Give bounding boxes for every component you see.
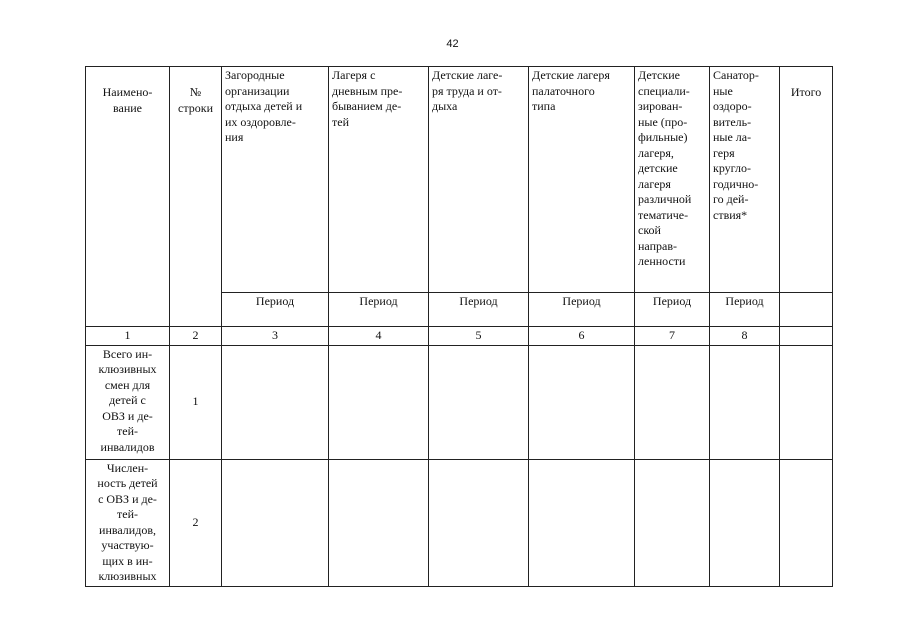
page-number: 42	[446, 38, 459, 50]
data-cell[interactable]	[222, 459, 329, 586]
column-number: 6	[529, 327, 635, 346]
report-table	[85, 66, 833, 587]
column-number	[780, 327, 833, 346]
column-number: 4	[329, 327, 429, 346]
column-number: 3	[222, 327, 329, 346]
column-number: 8	[710, 327, 780, 346]
column-number: 2	[170, 327, 222, 346]
row-name: Всего ин- клюзивных смен для детей с ОВЗ и де- тей- инвалидов	[98, 346, 157, 454]
period-cell: Период	[710, 293, 780, 327]
column-number: 7	[635, 327, 710, 346]
data-cell[interactable]	[429, 459, 529, 586]
data-cell[interactable]	[429, 345, 529, 459]
header-country-camps: Загородные организации отдыха детей и их оздоровле- ния	[222, 67, 329, 293]
table-row	[86, 459, 833, 586]
table-header-row	[86, 67, 833, 293]
period-total-cell	[780, 293, 833, 327]
header-tent-camps: Детские лагеря палаточного типа	[529, 67, 635, 293]
row-name-cell	[86, 459, 170, 586]
column-number-row	[86, 327, 833, 346]
header-line-no-cell	[170, 67, 222, 327]
header-total: Итого	[780, 67, 833, 293]
data-cell[interactable]	[780, 345, 833, 459]
data-cell[interactable]	[710, 345, 780, 459]
row-line-no: 2	[170, 459, 222, 586]
data-cell[interactable]	[329, 459, 429, 586]
data-cell[interactable]	[329, 345, 429, 459]
header-name-cell	[86, 67, 170, 327]
column-number: 1	[86, 327, 170, 346]
row-name-cell	[86, 345, 170, 459]
period-cell: Период	[635, 293, 710, 327]
data-cell[interactable]	[635, 459, 710, 586]
column-number: 5	[429, 327, 529, 346]
row-name: Числен- ность детей с ОВЗ и де- тей- инвалидов, участвую- щих в ин- клюзивных	[97, 460, 158, 583]
header-day-camps: Лагеря с дневным пре- быванием де- тей	[329, 67, 429, 293]
header-specialized-camps: Детские специали- зирован- ные (про- фильные) лагеря, детские лагеря различной тематиче- ской направ- ленности	[635, 67, 710, 293]
period-cell: Период	[222, 293, 329, 327]
data-cell[interactable]	[635, 345, 710, 459]
row-line-no: 1	[170, 345, 222, 459]
header-line-no: № строки	[178, 85, 213, 115]
period-cell: Период	[529, 293, 635, 327]
header-name: Наимено- вание	[102, 85, 153, 115]
period-cell: Период	[329, 293, 429, 327]
data-cell[interactable]	[780, 459, 833, 586]
data-cell[interactable]	[710, 459, 780, 586]
header-labor-camps: Детские лаге- ря труда и от- дыха	[429, 67, 529, 293]
data-cell[interactable]	[529, 345, 635, 459]
period-cell: Период	[429, 293, 529, 327]
data-cell[interactable]	[529, 459, 635, 586]
data-cell[interactable]	[222, 345, 329, 459]
table-row	[86, 345, 833, 459]
header-sanatorium-camps: Санатор- ные оздоро- витель- ные ла- геря кругло- годично- го дей- ствия*	[710, 67, 780, 293]
